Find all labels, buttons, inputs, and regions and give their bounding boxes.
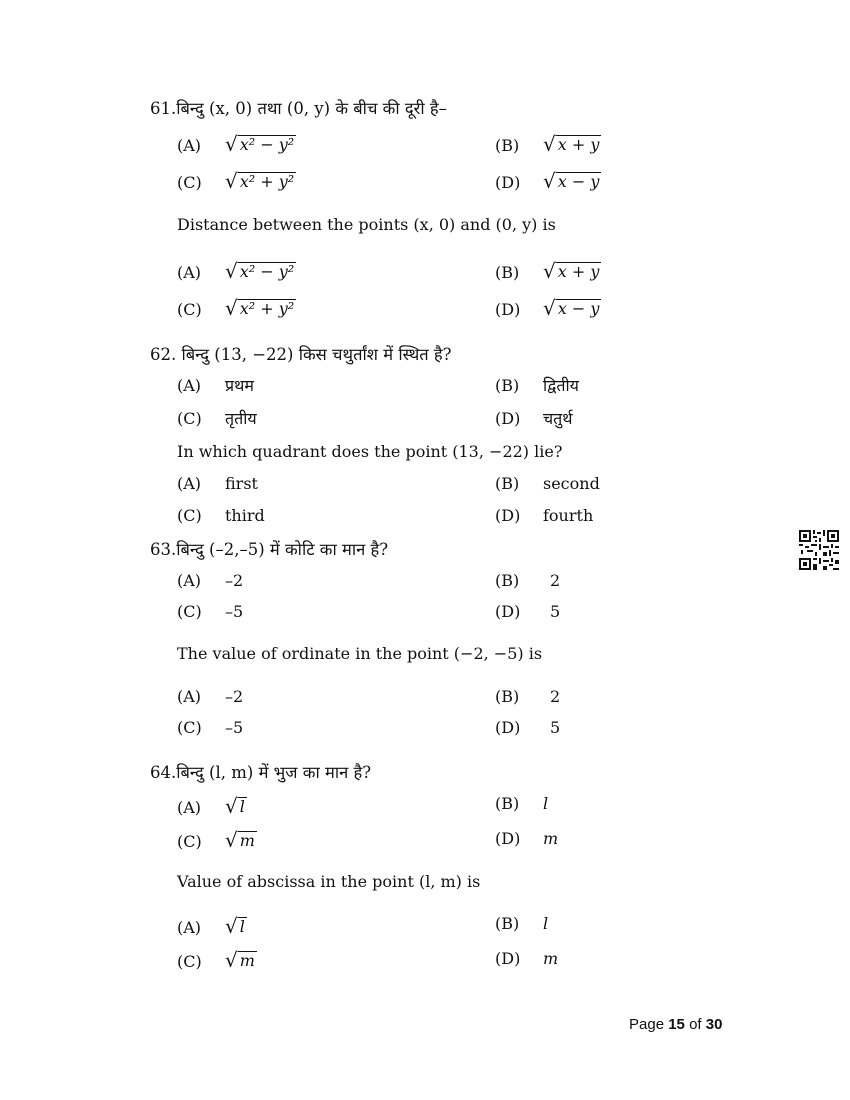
q62-en-option-d: (D) fourth [495, 506, 594, 525]
q64-en-option-c: (C) √ m [177, 948, 255, 972]
option-value: x² + y² [239, 172, 295, 191]
option-value: 2 [550, 687, 561, 706]
q61-en-option-a: (A) √ x² − y² [177, 259, 295, 283]
question-61-english: Distance between the points (x, 0) and (0, y) is [177, 215, 556, 234]
q61-hi-option-b: (B) √ x + y [495, 132, 600, 156]
q64-en-option-d: (D) m [495, 949, 559, 968]
q64-en-option-b: (B) l [495, 914, 549, 933]
q64-hi-option-c: (C) √ m [177, 828, 255, 852]
page-label: Page [629, 1016, 665, 1033]
q61-hi-option-d: (D) √ x − y [495, 169, 600, 193]
option-value: x + y [557, 262, 600, 281]
option-value: fourth [543, 506, 594, 525]
option-value: first [225, 474, 258, 493]
option-value: l [239, 917, 245, 936]
option-value: m [239, 831, 255, 850]
option-value: m [239, 951, 255, 970]
qr-code-icon [799, 530, 839, 570]
option-value: तृतीय [225, 409, 257, 428]
option-value: l [239, 797, 245, 816]
q63-en-option-d: (D) 5 [495, 718, 561, 737]
option-value: x² − y² [239, 262, 295, 281]
option-value: प्रथम [225, 376, 254, 395]
option-value: x − y [557, 172, 600, 191]
page-footer [629, 1016, 722, 1033]
q62-en-option-c: (C) third [177, 506, 265, 525]
q61-en-option-c: (C) √ x² + y² [177, 296, 295, 320]
q63-hi-option-d: (D) 5 [495, 602, 561, 621]
q64-hi-option-b: (B) l [495, 794, 549, 813]
q62-en-option-b: (B) second [495, 474, 600, 493]
option-value: l [543, 914, 549, 933]
q61-en-option-d: (D) √ x − y [495, 296, 600, 320]
option-value: 2 [550, 571, 561, 590]
total-pages: 30 [705, 1016, 723, 1033]
question-62-english: In which quadrant does the point (13, −22) lie? [177, 442, 563, 461]
q62-hi-option-c: (C) तृतीय [177, 409, 257, 428]
q62-en-option-a: (A) first [177, 474, 258, 493]
option-value: –2 [225, 687, 244, 706]
q64-hi-option-a: (A) √ l [177, 794, 245, 818]
page-of: of [689, 1016, 702, 1033]
option-value: –5 [225, 602, 244, 621]
question-64-hindi: 64.बिन्दु (l, m) में भुज का मान है? [150, 763, 372, 782]
option-value: m [543, 949, 559, 968]
q62-hi-option-a: (A) प्रथम [177, 376, 254, 395]
q63-en-option-c: (C) –5 [177, 718, 244, 737]
option-value: द्वितीय [543, 376, 579, 395]
q63-hi-option-c: (C) –5 [177, 602, 244, 621]
q61-hi-option-a: (A) √ x² − y² [177, 132, 295, 156]
option-value: l [543, 794, 549, 813]
current-page: 15 [668, 1016, 685, 1033]
q63-en-option-a: (A) –2 [177, 687, 244, 706]
q64-en-option-a: (A) √ l [177, 914, 245, 938]
option-value: third [225, 506, 265, 525]
question-62-hindi: 62. बिन्दु (13, −22) किस चथुर्तांश में स्थित है? [150, 345, 452, 364]
option-value: 5 [550, 718, 561, 737]
q62-hi-option-d: (D) चतुर्थ [495, 409, 573, 428]
q64-hi-option-d: (D) m [495, 829, 559, 848]
option-value: m [543, 829, 559, 848]
option-value: second [543, 474, 600, 493]
q61-en-option-b: (B) √ x + y [495, 259, 600, 283]
q62-hi-option-b: (B) द्वितीय [495, 376, 579, 395]
option-value: x² + y² [239, 299, 295, 318]
option-value: –5 [225, 718, 244, 737]
q63-hi-option-b: (B) 2 [495, 571, 561, 590]
option-value: –2 [225, 571, 244, 590]
option-value: चतुर्थ [543, 409, 573, 428]
q63-hi-option-a: (A) –2 [177, 571, 244, 590]
question-64-english: Value of abscissa in the point (l, m) is [177, 872, 481, 891]
option-value: 5 [550, 602, 561, 621]
question-61-hindi: 61.बिन्दु (x, 0) तथा (0, y) के बीच की दूरी है– [150, 99, 447, 118]
question-63-hindi: 63.बिन्दु (–2,–5) में कोटि का मान है? [150, 540, 389, 559]
option-value: x² − y² [239, 135, 295, 154]
question-63-english: The value of ordinate in the point (−2, −5) is [177, 644, 543, 663]
q61-hi-option-c: (C) √ x² + y² [177, 169, 295, 193]
option-value: x + y [557, 135, 600, 154]
option-value: x − y [557, 299, 600, 318]
q63-en-option-b: (B) 2 [495, 687, 561, 706]
